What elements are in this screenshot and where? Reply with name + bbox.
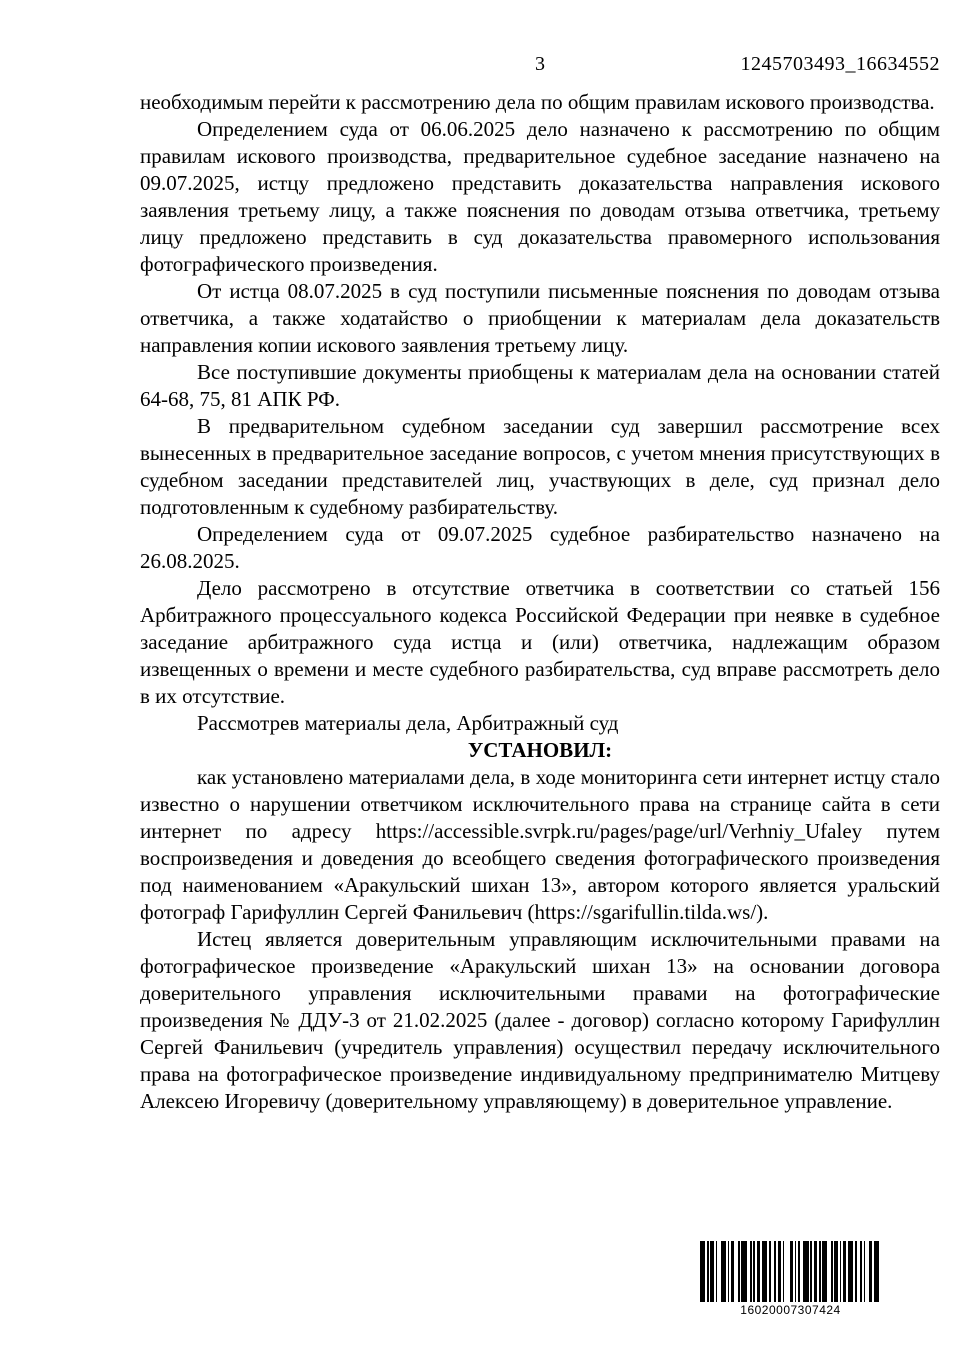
barcode-icon [700, 1241, 881, 1302]
barcode-value: 16020007307424 [740, 1303, 841, 1317]
page-header [140, 53, 940, 79]
paragraph: Дело рассмотрено в отсутствие ответчика в соответствии со статьей 156 Арбитражного процессуального кодекса Российской Федерации при неявке в судебное заседание арбитражного суда истца и (или) ответчика, надлежащим образом извещенных о времени и месте судебного разбирательства, суд вправе рассмотреть дело в их отсутствие. [140, 576, 940, 708]
paragraph: Определением суда от 09.07.2025 судебное разбирательство назначено на 26.08.2025. [140, 522, 940, 573]
paragraph: Истец является доверительным управляющим исключительными правами на фотографическое произведение «Аракульский шихан 13» на основании договора доверительного управления исключительными правами на фотографические произведения № ДДУ-3 от 21.02.2025 (далее - договор) согласно которому Гарифуллин Сергей Фанильевич (учредитель управления) осуществил передачу исключительного права на фотографическое произведение индивидуальному предпринимателю Митцеву Алексею Игоревичу (доверительному управляющему) в доверительное управление. [140, 927, 940, 1113]
paragraph: От истца 08.07.2025 в суд поступили письменные пояснения по доводам отзыва ответчика, а также ходатайство о приобщении к материалам дела доказательств направления копии искового заявления третьему лицу. [140, 279, 940, 357]
paragraph: Все поступившие документы приобщены к материалам дела на основании статей 64-68, 75, 81 АПК РФ. [140, 360, 940, 411]
barcode-block [700, 1241, 881, 1317]
page-number: 3 [535, 53, 545, 75]
section-heading: УСТАНОВИЛ: [467, 738, 613, 762]
paragraph: необходимым перейти к рассмотрению дела по общим правилам искового производства. [140, 90, 935, 114]
paragraph: Рассмотрев материалы дела, Арбитражный суд [197, 711, 619, 735]
paragraph: В предварительном судебном заседании суд завершил рассмотрение всех вынесенных в предварительное заседание вопросов, с учетом мнения присутствующих в судебном заседании представителей лиц, участвующих в деле, суд признал дело подготовленным к судебному разбирательству. [140, 414, 940, 519]
paragraph: как установлено материалами дела, в ходе мониторинга сети интернет истцу стало известно о нарушении ответчиком исключительного права на странице сайта в сети интернет по адресу https://accessible.svrpk.ru/pages/page/url/Verhniy_Ufaley путем воспроизведения и доведения до всеобщего сведения фотографического произведения под наименованием «Аракульский шихан 13», автором которого является уральский фотограф Гарифуллин Сергей Фанильевич (https://sgarifullin.tilda.ws/). [140, 765, 940, 924]
document-body [140, 89, 940, 1115]
paragraph: Определением суда от 06.06.2025 дело назначено к рассмотрению по общим правилам искового производства, предварительное судебное заседание назначено на 09.07.2025, истцу предложено представить доказательства направления искового заявления третьему лицу, а также пояснения по доводам отзыва ответчика, третьему лицу предложено представить в суд доказательства правомерного использования фотографического произведения. [140, 117, 940, 276]
document-id: 1245703493_16634552 [740, 53, 940, 75]
